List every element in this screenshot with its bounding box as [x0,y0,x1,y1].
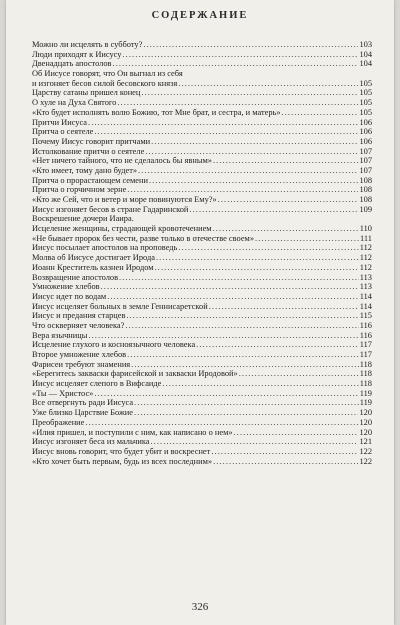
toc-entry-page: 105 [359,107,372,117]
toc-entry-title: «Нет ничего тайного, что не сделалось бы явным» [32,156,212,166]
toc-entry-page: 108 [359,175,372,185]
toc-entry [32,457,372,467]
toc-entry-page: 106 [359,136,372,146]
toc-entry-title: Притча о прорастающем семени [32,175,148,185]
toc-leader-dots [138,166,358,176]
toc-entry-title: Притча о горчичном зерне [32,185,127,195]
toc-entry-title: «Кто хочет быть первым, будь из всех последним» [32,456,213,466]
toc-entry-title: «Кто имеет, тому дано будет» [32,165,138,175]
book-page [6,0,394,625]
toc-entry-title: Возвращение апостолов [32,272,119,282]
toc-entry-title: Что оскверняет человека? [32,320,125,330]
toc-entry-page: 108 [359,185,372,195]
toc-entry-page: 107 [359,165,372,175]
toc-entry-page: 119 [359,388,372,398]
toc-leader-dots [162,379,358,389]
toc-entry [32,118,372,128]
toc-leader-dots [213,457,358,467]
toc-leader-dots [213,156,359,166]
toc-entry-page: 114 [359,301,372,311]
toc-entry-page: 112 [359,253,372,263]
toc-entry-page: 105 [359,78,372,88]
toc-leader-dots [127,350,359,360]
toc-entry-title: Уже близко Царствие Божие [32,408,133,418]
toc-entry-title: Истолкование притчи о сеятеле [32,146,145,156]
toc-entry [32,331,372,341]
toc-entry-title: Об Иисусе говорят, что Он выгнал из себя [32,69,183,79]
toc-leader-dots [255,234,359,244]
toc-entry-page: 120 [359,417,372,427]
toc-entry-page: 118 [359,379,372,389]
toc-entry-title: «Илия пришел, и поступили с ним, как написано о нем» [32,427,233,437]
toc-entry [32,282,372,292]
toc-entry [32,369,372,379]
toc-leader-dots [155,263,359,273]
toc-leader-dots [94,127,358,137]
toc-entry-title: Иисус изгоняет бесов в стране Гадаринской [32,204,189,214]
toc-entry [32,147,372,157]
toc-entry [32,98,372,108]
toc-leader-dots [145,147,358,157]
toc-leader-dots [282,108,359,118]
toc-entry [32,185,372,195]
toc-entry-title: Иоанн Креститель казнен Иродом [32,262,154,272]
toc-entry [32,311,372,321]
toc-entry-title: Иисус идет по водам [32,291,107,301]
toc-entry-page: 122 [359,456,372,466]
toc-entry [32,166,372,176]
toc-entry-title: и изгоняет бесов силой бесовского князя [32,78,178,88]
toc-entry-title: Иисус вновь говорит, что будет убит и воскреснет [32,446,211,456]
toc-entry [32,360,372,370]
toc-entry-title: Исцеление глухого и косноязычного человека [32,340,196,350]
toc-entry [32,273,372,283]
toc-entry-title: Притчи Иисуса [32,117,88,127]
toc-entry-title: О хуле на Духа Святого [32,98,117,108]
toc-entry-page: 111 [360,233,372,243]
toc-entry [32,263,372,273]
toc-leader-dots [189,205,358,215]
toc-entry-title: Притча о сеятеле [32,127,94,137]
toc-entry-page: 109 [359,204,372,214]
table-of-contents [32,40,372,466]
toc-leader-dots [113,59,359,69]
toc-entry-title: Все отвергнуть ради Иисуса [32,398,134,408]
toc-entry-title: Воскрешение дочери Иаира. [32,214,134,224]
toc-entry [32,437,372,447]
toc-entry-page: 120 [359,427,372,437]
toc-leader-dots [143,40,358,50]
toc-entry [32,108,372,118]
toc-entry-title: Иисус изгоняет беса из мальчика [32,437,150,447]
toc-leader-dots [149,176,358,186]
toc-entry-title: Вера язычницы [32,330,88,340]
toc-entry [32,428,372,438]
toc-entry-page: 119 [359,398,372,408]
toc-leader-dots [209,302,359,312]
toc-leader-dots [85,418,358,428]
toc-entry [32,205,372,215]
toc-leader-dots [88,118,358,128]
toc-entry [32,224,372,234]
toc-entry [32,350,372,360]
toc-entry-title: «Не бывает пророк без чести, разве только в отечестве своем» [32,233,255,243]
toc-entry [32,389,372,399]
toc-leader-dots [94,389,358,399]
page-number: 326 [191,601,209,613]
toc-entry-page: 116 [359,330,372,340]
toc-leader-dots [178,79,358,89]
toc-leader-dots [134,408,358,418]
toc-entry-page: 115 [359,311,372,321]
toc-entry-title: «Кто будет исполнять волю Божию, тот Мне брат, и сестра, и матерь» [32,107,281,117]
toc-entry-title: «Берегитесь закваски фарисейской и закваски Иродовой» [32,369,238,379]
toc-entry [32,176,372,186]
toc-leader-dots [122,50,358,60]
toc-entry-page: 107 [359,156,372,166]
toc-entry [32,40,372,50]
toc-entry-page: 105 [359,88,372,98]
toc-entry [32,302,372,312]
toc-entry-page: 116 [359,320,372,330]
toc-entry [32,79,372,89]
toc-entry [32,398,372,408]
toc-entry-page: 118 [359,359,372,369]
toc-entry-page: 106 [359,117,372,127]
toc-leader-dots [156,253,359,263]
toc-leader-dots [196,340,359,350]
toc-entry [32,214,372,224]
toc-entry [32,50,372,60]
toc-leader-dots [134,398,359,408]
toc-entry-page: 105 [359,98,372,108]
toc-entry [32,243,372,253]
toc-entry-title: Преображение [32,417,85,427]
toc-entry-page: 112 [359,262,372,272]
toc-entry-title: Двенадцать апостолов [32,59,112,69]
toc-entry [32,195,372,205]
toc-leader-dots [211,447,358,457]
toc-entry-title: Иисус посылает апостолов на проповедь [32,243,178,253]
toc-entry-page: 121 [359,437,372,447]
page-title: СОДЕРЖАНИЕ [151,10,249,21]
toc-entry-page: 106 [359,127,372,137]
toc-entry-title: «Кто же Сей, что и ветер и море повинуются Ему?» [32,195,217,204]
toc-leader-dots [125,321,358,331]
toc-entry [32,379,372,389]
toc-leader-dots [239,369,359,379]
toc-entry-page: 118 [359,369,372,379]
toc-leader-dots [119,273,359,283]
toc-entry [32,88,372,98]
toc-entry-page: 122 [359,446,372,456]
toc-leader-dots [150,437,358,447]
toc-leader-dots [218,195,359,205]
toc-entry-title: Второе умножение хлебов [32,350,127,359]
toc-entry-title: Иисус исцеляет слепого в Вифсаиде [32,379,162,389]
toc-entry-page: 104 [359,59,372,69]
toc-entry-page: 113 [359,272,372,282]
toc-entry-page: 120 [359,408,372,418]
toc-entry [32,408,372,418]
toc-entry-title: Умножение хлебов [32,282,100,292]
toc-entry-title: Молва об Иисусе достигает Ирода [32,253,155,263]
toc-leader-dots [178,243,358,253]
toc-leader-dots [127,185,358,195]
toc-leader-dots [151,137,358,147]
toc-entry-page: 110 [359,224,372,234]
toc-entry [32,321,372,331]
toc-entry [32,340,372,350]
toc-entry-title: Почему Иисус говорит притчами [32,136,151,146]
toc-entry [32,69,372,79]
toc-entry-page: 114 [359,291,372,301]
toc-leader-dots [126,311,358,321]
toc-entry-title: Иисус исцеляет больных в земле Геннисаретской [32,301,208,311]
toc-entry [32,418,372,428]
toc-leader-dots [117,98,358,108]
toc-entry [32,156,372,166]
toc-entry [32,59,372,69]
toc-entry [32,137,372,147]
toc-entry-title: Люди приходят к Иисусу [32,49,122,59]
toc-entry-title: Исцеление женщины, страдающей кровотечением [32,224,212,234]
toc-leader-dots [234,428,359,438]
toc-entry-page: 107 [359,146,372,156]
toc-leader-dots [131,360,359,370]
toc-leader-dots [107,292,359,302]
toc-entry-page: 104 [359,49,372,59]
toc-leader-dots [213,224,359,234]
toc-leader-dots [101,282,359,292]
toc-entry-title: Можно ли исцелять в субботу? [32,40,143,49]
toc-entry-page: 117 [359,350,372,359]
toc-entry-title: Иисус и предания старцев [32,311,126,321]
toc-entry-page: 108 [359,195,372,204]
toc-entry [32,253,372,263]
toc-entry-page: 103 [359,40,372,49]
toc-entry [32,234,372,244]
toc-entry-page: 112 [359,243,372,253]
toc-leader-dots [141,88,358,98]
toc-entry-title: Царству сатаны пришел конец [32,88,141,98]
toc-entry-page: 113 [359,282,372,292]
toc-leader-dots [88,331,358,341]
toc-entry-page: 117 [359,340,372,350]
toc-entry [32,292,372,302]
toc-entry [32,447,372,457]
toc-entry [32,127,372,137]
toc-entry-title: Фарисеи требуют знамения [32,359,131,369]
toc-entry-title: «Ты — Христос» [32,388,94,398]
